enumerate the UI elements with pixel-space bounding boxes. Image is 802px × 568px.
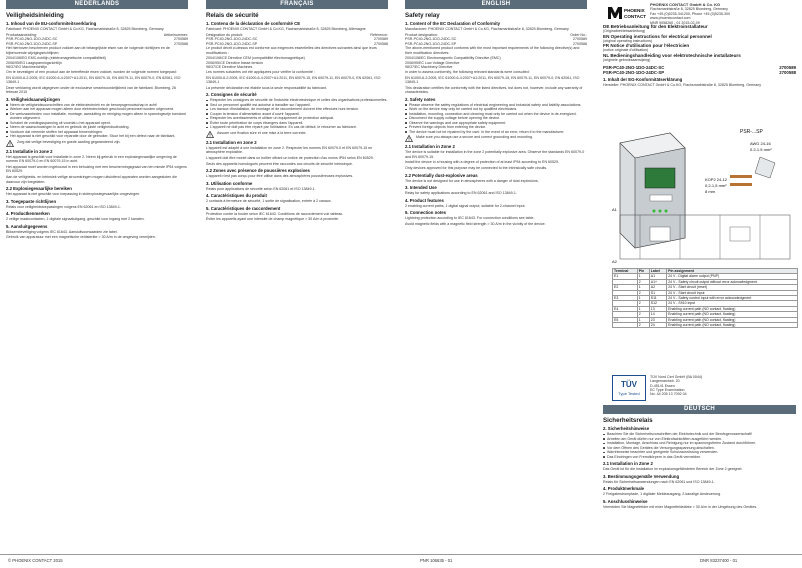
bullet: Beachten Sie die Sicherheitsvorschriften der Elektrotechnik und der Berufsgenossenschaft! bbox=[603, 432, 796, 437]
cell: 1 bbox=[637, 306, 649, 311]
cell: 2 bbox=[637, 279, 649, 284]
paragraph: Manufacturer: PHOENIX CONTACT GmbH & Co.KG, Flachsmarktstraße 8, 32825 Blomberg, Germany bbox=[405, 27, 569, 31]
bullet: Couper la tension d'alimentation avant d'ouvrir l'appareil. bbox=[206, 112, 388, 117]
paragraph: Hersteller: PHOENIX CONTACT GmbH & Co.KG, Flachsmarktstraße 8, 32825 Blomberg, Germany bbox=[603, 83, 762, 87]
bullet: Neem de veiligheidsvoorschriften van de elektrotechniek en de beroepsgenootschap in acht! bbox=[6, 103, 188, 108]
paragraph: EN 61000-6-2:2005, IEC 61000-6-4:2007+A1:2011, EN 60079-15, EN 60079-11, EN 60079-0, EN 62061, ISO 13849-1 bbox=[206, 75, 381, 85]
product-name: PSR-PC40-2NO-1DO-24DC-SC bbox=[603, 65, 665, 70]
language-bar: NEDERLANDS bbox=[6, 0, 188, 9]
heading: 3. Toegepaste richtlijnen bbox=[6, 198, 57, 204]
cell bbox=[613, 323, 638, 328]
directive: 98/37/EC Machinery Directive bbox=[405, 65, 453, 70]
heading: 4. Productkenmerken bbox=[6, 211, 50, 217]
tuev-line: TÜV Nord Cert GmbH (BA 0044) bbox=[650, 375, 703, 379]
paragraph: This declaration certifies the conformity with the listed directives, but does not, however, include any warranty of characteristics. bbox=[405, 85, 583, 95]
product-number: 2700588 bbox=[779, 70, 796, 75]
cell: 24 V - S910 input bbox=[667, 301, 798, 306]
paragraph: Fabrikant: PHOENIX CONTACT GmbH & Co.KG, Flachsmarktstraße 8, 32825 Blomberg, Germany bbox=[6, 27, 164, 31]
company-web: www.phoenixcontact.com bbox=[650, 16, 691, 21]
directive: 2004/108/EC Electromagnetic Compatibility Directive (EMC) bbox=[405, 56, 501, 61]
table-header: Pin assignment bbox=[667, 269, 798, 274]
bullet: De werkzaamheden voor installatie, montage, aansluiting en reiniging mogen alleen in spanningsvrije toestand worden uitgevoerd. bbox=[6, 112, 188, 121]
footer-dnr: DNR 83237400 - 01 bbox=[700, 558, 738, 563]
cell: E2 bbox=[613, 285, 638, 290]
heading: 2. Safety notes bbox=[405, 96, 436, 102]
paragraph: Das Gerät ist für die Installation im explosionsgefährdeten Bereich der Zone 2 geeignet. bbox=[603, 467, 743, 471]
tuev-line: Langemarckstr. 20 bbox=[650, 379, 680, 384]
cell: Enabling current path (NO contact, floating) bbox=[667, 312, 798, 317]
paragraph: Protection contre la foudre selon IEC 61643. Conditions de raccordement voir tableau. bbox=[206, 211, 344, 216]
bullet: Installation, mounting, connection and cleaning must only be carried out when the device is de-energized. bbox=[405, 112, 587, 117]
directive: 2006/95/CE Directive basse tension bbox=[206, 60, 264, 65]
tuev-info bbox=[650, 375, 702, 396]
cell: 24 V - Start circuit (reset) bbox=[667, 285, 798, 290]
footer-pnr: PNR 106635 - 01 bbox=[420, 558, 453, 563]
directive: 2004/108/EG EMC-richtlijn (elektromagnetische compatibiliteit) bbox=[6, 56, 106, 61]
warning-text: Make sure you always use a secure and correct grounding and mounting. bbox=[416, 135, 533, 140]
heading: 2.2 Potentially dust-explosive areas bbox=[405, 172, 478, 178]
prod-number: 2700589 bbox=[573, 37, 587, 42]
heading: 3. Veiligheidsaanwijzingen bbox=[6, 96, 60, 102]
paragraph: Éviter les appareils ayant une intensité de champ magnétique > 30 A/m à proximité. bbox=[206, 217, 339, 222]
paragraph: Het apparaat is geschikt voor installatie in zone 2. Neem bij gebruik in een explosiegevaarlijke omgeving de normen EN 60079-0 en EN 60079-15 in acht. bbox=[6, 154, 177, 164]
diagram-label: 0.2-1.5 mm² bbox=[750, 147, 772, 152]
heading: 4. Product features bbox=[405, 197, 444, 203]
paragraph: EN 61000-6-2:2005, IEC 61000-6-4:2007+A1:2011, EN 60079-15, EN 60079-11, EN 60079-0, EN 62061, ISO 13849-1 bbox=[405, 75, 580, 85]
manual-title: NL Bedieningshandleiding voor elektrotechnische installateurs bbox=[603, 52, 741, 58]
heading: 2.1 Installation en zone 2 bbox=[206, 139, 257, 145]
bullet: Het apparaat is niet geschikt voor reparatie door de gebruiker. Stuur het bij een defect naar de fabrikant. bbox=[6, 134, 188, 139]
svg-text:PHOENIX: PHOENIX bbox=[624, 8, 645, 13]
cell: 1 bbox=[637, 317, 649, 322]
table-row bbox=[613, 323, 798, 328]
cell: S12 bbox=[649, 301, 666, 306]
document-number: MNR 9058260 - 01 2015-02-09 bbox=[650, 20, 700, 25]
diagram-label: 0,2-1,5 mm² bbox=[705, 183, 727, 188]
paragraph: Seuls des appareils homologués peuvent être raccordés aux circuits de sécurité intrinsèque. bbox=[206, 161, 353, 166]
pin-assignment-table bbox=[612, 268, 798, 328]
heading: 1. Contenu de la déclaration de conformité CE bbox=[206, 21, 301, 26]
directive: 98/37/CE Directive Machines bbox=[206, 65, 253, 70]
warning-icon bbox=[405, 135, 413, 142]
cell: E1 bbox=[613, 274, 638, 279]
paragraph: The above-mentioned product conforms with the most important requirements of the following directive(s) and their modification directives: bbox=[405, 46, 580, 55]
paragraph: Only devices approved for this purpose may be connected to the intrinsically safe circuits. bbox=[405, 166, 548, 171]
cell: A2 bbox=[649, 285, 666, 290]
bullet: Schakel de voedingsspanning uit voordat u het apparaat opent. bbox=[6, 121, 188, 126]
prod-name: PSR-PC40-2NO-1DO-24DC-SP bbox=[405, 41, 457, 46]
paragraph: Het apparaat moet worden ingebouwd in een behuizing met een beschermingsgraad van ten minste IP54 volgens EN 60529. bbox=[6, 164, 187, 174]
paragraph: L'appareil est adapté à une installation en zone 2. Respecter les normes EN 60079-0 et EN 60079-15 en atmosphère explosible. bbox=[206, 145, 373, 155]
bullet: Disconnect the supply voltage before opening the device. bbox=[405, 116, 587, 121]
diagram-label: KOP2 24-12 bbox=[705, 177, 728, 182]
company-address: Flachsmarktstraße 8, 32825 Blomberg, Germany bbox=[650, 7, 728, 12]
paragraph: 2 contacts à fermeture de sécurité, 1 sortie de signalisation, entrée à 2 canaux. bbox=[206, 199, 332, 204]
language-bar: DEUTSCH bbox=[603, 405, 796, 414]
prod-name: PSR-PC40-2NO-1DO-24DC-SP bbox=[6, 41, 58, 46]
diagram-label: AWG 24-16 bbox=[750, 141, 771, 146]
tuev-certification-logo bbox=[612, 375, 646, 401]
bullet: Please observe the safety regulations of electrical engineering and industrial safety and liability associations. bbox=[405, 103, 587, 108]
bullet: Installation, Montage, Anschluss und Reinigung nur im spannungsfreien Zustand durchführen. bbox=[603, 441, 796, 446]
bullet: L'appareil ne doit pas être réparé par l'utilisateur. En cas de défaut, le retourner au fabricant. bbox=[206, 125, 388, 130]
cell: 24 bbox=[649, 323, 666, 328]
prod-number: 2700588 bbox=[573, 41, 587, 46]
section-title: Veiligheidsinleiding bbox=[6, 12, 64, 19]
heading: 2. Consignes de sécurité bbox=[206, 92, 257, 98]
heading: 3. Utilisation conforme bbox=[206, 180, 253, 186]
prod-name: PSR-PC40-2NO-1DO-24DC-SP bbox=[206, 41, 258, 46]
prod-label: Product designation: bbox=[405, 32, 438, 37]
cell: S1 bbox=[649, 290, 666, 295]
heading: 2.2 Zones avec présence de poussières explosives bbox=[206, 168, 310, 174]
bullet: Les travaux d'installation, de montage et de raccordement doivent être effectués hors tension. bbox=[206, 107, 388, 112]
directive: 2004/108/CE Directive CEM (compatibilité électromagnétique) bbox=[206, 56, 305, 61]
paragraph: Lightning protection according to IEC 61643. For connection conditions see table. bbox=[405, 216, 535, 221]
heading: 5. Caractéristiques de raccordement bbox=[206, 205, 281, 211]
prod-number: 2700588 bbox=[174, 41, 188, 46]
bullet: Éviter toute pénétration de corps étrangers dans l'appareil. bbox=[206, 121, 388, 126]
company-contact: Fax +49-(0)5235-341200, Phone +49-(0)5235-300 bbox=[650, 11, 731, 16]
cell: 1 bbox=[637, 274, 649, 279]
language-bar: ENGLISH bbox=[405, 0, 587, 9]
paragraph: Aan de veiligheids- en intrinsiek veilige stroomkringen mogen uitsluitend apparaten worden aangesloten die daarvoor zijn toegelaten. bbox=[6, 175, 178, 184]
paragraph: Avoid magnetic fields with a magnetic field strength > 30 A/m in the vicinity of the device. bbox=[405, 221, 546, 226]
manual-subtitle: (original operating instructions) bbox=[603, 38, 653, 43]
warning-text: Zorg dat veilige bevestiging en goede aarding gegarandeerd zijn. bbox=[17, 139, 121, 144]
bullet: Seul un personnel qualifié est autorisé à travailler sur l'appareil. bbox=[206, 103, 388, 108]
tuev-line: D-45141 Essen bbox=[650, 383, 675, 388]
paragraph: L'appareil n'est pas conçu pour être utilisé dans des atmosphères poussiéreuses explosives. bbox=[206, 174, 354, 179]
warning-icon bbox=[6, 140, 14, 147]
svg-text:Type Tested: Type Tested bbox=[618, 391, 640, 396]
prod-label: Désignation du produit: bbox=[206, 32, 243, 37]
manual-subtitle: (originele gebruiksaanwijzing) bbox=[603, 57, 651, 62]
paragraph: The device is not designed for use in atmospheres with a danger of dust explosions. bbox=[405, 178, 539, 183]
cell: S11 bbox=[649, 296, 666, 301]
cell: Enabling current path (NO contact, floating) bbox=[667, 317, 798, 322]
prod-art-label: Référence: bbox=[370, 32, 388, 37]
paragraph: 2 enabling current paths, 1 digital signal output, suitable for 2-channel input. bbox=[405, 203, 526, 208]
warning-text: Assurer une fixation sûre et une mise à la terre correcte. bbox=[217, 130, 307, 135]
bullet: Observe the warnings and use appropriate safety equipment. bbox=[405, 121, 587, 126]
prod-label: Productaanduiding: bbox=[6, 32, 37, 37]
paragraph: In order to assess conformity, the following relevant standards were consulted: bbox=[405, 69, 530, 74]
paragraph: Deze verklaring wordt uitgegeven onder de exclusieve verantwoordelijkheid van de fabrikant. Blomberg, 26 februari 2015 bbox=[6, 85, 177, 95]
heading: 4. Produktmerkmale bbox=[603, 486, 645, 491]
table-header: Pin bbox=[637, 269, 649, 274]
warning-icon bbox=[206, 131, 214, 138]
prod-number: 2700588 bbox=[374, 41, 388, 46]
paragraph: The device is suitable for installation in the zone 2 potentially explosive area. Observe the standards EN 60079-0 and EN 60079-15. bbox=[405, 150, 585, 159]
prod-name: PSR-PC40-2NO-1DO-24DC-SC bbox=[206, 37, 258, 42]
language-bar: FRANÇAIS bbox=[206, 0, 388, 9]
circuit-label: A1 bbox=[612, 207, 617, 212]
directive: 2006/95/EG Laagspanningsrichtlijn bbox=[6, 60, 62, 65]
cell: 14 bbox=[649, 312, 666, 317]
column-english bbox=[405, 0, 587, 228]
cell: Enabling current path (NO contact, floating) bbox=[667, 306, 798, 311]
section-title: Sicherheitsrelais bbox=[603, 417, 653, 424]
section-title: Relais de sécurité bbox=[206, 12, 259, 19]
diagram-label: 8 mm bbox=[705, 189, 715, 194]
product-number: 2700589 bbox=[779, 65, 796, 70]
company-name: PHOENIX CONTACT GmbH & Co. KG bbox=[650, 2, 721, 7]
cell: E4 bbox=[613, 306, 638, 311]
bullet: Voorkom dat vreemde stoffen het apparaat binnendringen. bbox=[6, 130, 188, 135]
paragraph: Fabricant: PHOENIX CONTACT GmbH & Co.KG, Flachsmarktstraße 8, 32825 Blomberg, Allemagne bbox=[206, 27, 366, 31]
cell: 1 bbox=[637, 285, 649, 290]
paragraph: Het hierboven beschreven product voldoet aan de belangrijkste eisen van de volgende richtlijnen en de bijbehorende wijzigingsrichtlijnen: bbox=[6, 46, 170, 55]
bullet: Respecter les avertissements et utiliser un équipement de protection adéquat. bbox=[206, 116, 388, 121]
cell: 2 bbox=[637, 312, 649, 317]
bullet: Work on the device may only be carried out by qualified electricians. bbox=[405, 107, 587, 112]
cell: E3 bbox=[613, 296, 638, 301]
product-name: PSR-PC40-2NO-1DO-24DC-SP bbox=[603, 70, 665, 75]
bullet: Arbeiten am Gerät dürfen nur von Elektrofachkräften ausgeführt werden. bbox=[603, 437, 796, 442]
cell: 2 bbox=[637, 290, 649, 295]
svg-text:CONTACT: CONTACT bbox=[624, 14, 647, 19]
prod-number: 2700589 bbox=[374, 37, 388, 42]
prod-name: PSR-PC40-2NO-1DO-24DC-SC bbox=[405, 37, 457, 42]
column-german bbox=[603, 405, 796, 510]
heading: 5. Aansluitgegevens bbox=[6, 223, 48, 229]
tuev-line: No. 44 205 13 7092 04 bbox=[650, 392, 687, 397]
diagram-label: PSR-...SP bbox=[740, 129, 763, 135]
bullet: The device must not be repaired by the user. In the event of an error, return it to the manufacturer. bbox=[405, 130, 587, 135]
paragraph: 2 Freigabestrompfade, 1 digitaler Meldeausgang, 2-kanalige Ansteuerung. bbox=[603, 492, 722, 496]
cell: 2 bbox=[637, 301, 649, 306]
paragraph: Relais für Sicherheitsanwendungen nach EN 62061 und ISO 13849-1. bbox=[603, 479, 715, 484]
heading: 5. Anschlusshinweise bbox=[603, 498, 648, 504]
footer-copyright: © PHOENIX CONTACT 2015 bbox=[8, 558, 63, 563]
cell: E5 bbox=[613, 317, 638, 322]
bullet: Werken aan het apparaat mogen alleen door elektrotechnisch geschoold personeel worden uitgevoerd. bbox=[6, 107, 188, 112]
phoenix-contact-logo bbox=[605, 3, 647, 23]
heading: 5. Connection notes bbox=[405, 210, 447, 216]
paragraph: Vermeiden Sie Magnetfelder mit einer Magnetfeldstärke > 30 A/m in der Umgebung des Gerätes. bbox=[603, 504, 758, 509]
svg-text:TÜV: TÜV bbox=[621, 380, 637, 389]
heading: 1. Inhalt der EG-Konformitätserklärung bbox=[603, 77, 683, 82]
table-header: Label bbox=[649, 269, 666, 274]
manual-subtitle: (Originalbetriebsanleitung) bbox=[603, 29, 646, 34]
heading: 1. Inhoud van de EU-conformiteitsverklaring bbox=[6, 21, 97, 26]
manual-title: EN Operating instructions for electrical personnel bbox=[603, 33, 712, 39]
heading: 2.1 Installatie in zone 2 bbox=[6, 148, 53, 154]
bullet: Respecter les consignes de sécurité de l'industrie électrotechnique et celles des organisations professionnelles. bbox=[206, 98, 388, 103]
column-french bbox=[206, 0, 388, 223]
bullet: Das Eindringen von Fremdkörpern in das Gerät vermeiden. bbox=[603, 455, 796, 460]
manual-title: DE Betriebsanleitung für den Elektroinstallateur bbox=[603, 24, 708, 29]
cell: A1 bbox=[649, 274, 666, 279]
bullet: Warnhinweise beachten und geeignete Schutzausrüstung verwenden. bbox=[603, 450, 796, 455]
manual-title: FR Notice d'utilisation pour l'électricien bbox=[603, 43, 690, 48]
paragraph: Bliksembeveiliging volgens IEC 61643. Aansluitvoorwaarden zie tabel. bbox=[6, 229, 118, 234]
cell: Enabling current path (NO contact, floating) bbox=[667, 323, 798, 328]
heading: 4. Caractéristiques du produit bbox=[206, 193, 267, 199]
cell: 24 V - Safety control input with error acknowledgment bbox=[667, 296, 798, 301]
cell: A1+ bbox=[649, 279, 666, 284]
company-header bbox=[650, 3, 800, 25]
cell: 24 V - Digital alarm output (PNP) bbox=[667, 274, 798, 279]
bullet: Neem de waarschuwingen in acht en gebruik de juiste veiligheidsuitrusting. bbox=[6, 125, 188, 130]
paragraph: Relais pour applications de sécurité selon EN 62061 et ISO 13849-1. bbox=[206, 186, 316, 191]
cell: 24 V - Safety circuit output without error acknowledgment bbox=[667, 279, 798, 284]
tuev-line: EC Type Examination bbox=[650, 387, 685, 392]
paragraph: Om te bevestigen of een product aan de betreffende eisen voldoet, worden de volgende normen toegepast: bbox=[6, 69, 177, 74]
prod-name: PSR-PC40-2NO-1DO-24DC-SC bbox=[6, 37, 58, 42]
paragraph: 2 veilige maakcontacten, 1 digitale signaaluitgang, geschikt voor ingang met 2 kanalen. bbox=[6, 217, 145, 222]
table-header: Terminal bbox=[613, 269, 638, 274]
paragraph: EN 61000-6-2:2005, IEC 61000-6-4:2007+A1:2011, EN 60079-15, EN 60079-11, EN 60079-0, EN 62061, ISO 13849-1 bbox=[6, 75, 181, 85]
prod-art-label: Order No.: bbox=[570, 32, 587, 37]
device-diagram bbox=[610, 123, 795, 275]
heading: 2.1 Installation in Zone 2 bbox=[405, 144, 455, 150]
paragraph: Install the device in a housing with a degree of protection of at least IP54 according to EN 60529. bbox=[405, 160, 560, 165]
paragraph: Het apparaat is niet geschikt voor toepassing in stofexplosiegevaarlijke omgevingen. bbox=[6, 192, 141, 197]
cell: 1 bbox=[637, 296, 649, 301]
manual-subtitle: (notice originale d'utilisation) bbox=[603, 48, 649, 53]
cell: 13 bbox=[649, 306, 666, 311]
bullet: Prevent foreign objects from entering the device. bbox=[405, 125, 587, 130]
paragraph: Gebruik van apparatuur met een magnetische veldsterkte > 30 A/m in de omgeving vermijden. bbox=[6, 235, 156, 240]
heading: 3. Bestimmungsgemäße Verwendung bbox=[603, 473, 680, 479]
paragraph: La présente déclaration est établie sous la seule responsabilité du fabricant. bbox=[206, 85, 327, 90]
paragraph: Relais voor veiligheidstoepassingen volgens EN 62061 en ISO 13849-1. bbox=[6, 204, 121, 209]
column-dutch bbox=[6, 0, 188, 241]
paragraph: Le produit décrit ci-dessus est conforme aux exigences essentielles des directives suivantes ainsi que leurs modifications : bbox=[206, 46, 377, 55]
heading: 2. Sicherheitshinweise bbox=[603, 426, 650, 431]
prod-art-label: Artikelnummer: bbox=[163, 32, 188, 37]
directive: 2006/95/EC Low Voltage Directive bbox=[405, 60, 460, 65]
prod-number: 2700589 bbox=[174, 37, 188, 42]
circuit-label: A2 bbox=[612, 259, 617, 264]
bullet: Vor dem Öffnen des Gerätes die Versorgungsspannung abschalten. bbox=[603, 446, 796, 451]
cell: 2 bbox=[637, 323, 649, 328]
heading: 3. Intended Use bbox=[405, 185, 437, 191]
cell: 24 V - Start circuit input bbox=[667, 290, 798, 295]
paragraph: Les normes suivantes ont été appliquées pour vérifier la conformité : bbox=[206, 69, 315, 74]
directive: 98/37/EG Machinerichtlijn bbox=[6, 65, 47, 70]
heading: 2.2 Explosiegevaarlijke bereiken bbox=[6, 186, 72, 192]
manual-titles bbox=[603, 24, 796, 89]
cell: 23 bbox=[649, 317, 666, 322]
section-title: Safety relay bbox=[405, 12, 440, 19]
page-footer bbox=[0, 554, 802, 568]
paragraph: Relay for safety applications according to EN 62061 and ISO 13849-1. bbox=[405, 191, 517, 196]
paragraph: L'appareil doit être monté dans un boîtier offrant un indice de protection d'au moins IP54 selon EN 60529. bbox=[206, 155, 374, 160]
heading: 2.1 Installation in Zone 2 bbox=[603, 461, 653, 466]
heading: 1. Content of the EC Declaration of Conformity bbox=[405, 21, 501, 26]
